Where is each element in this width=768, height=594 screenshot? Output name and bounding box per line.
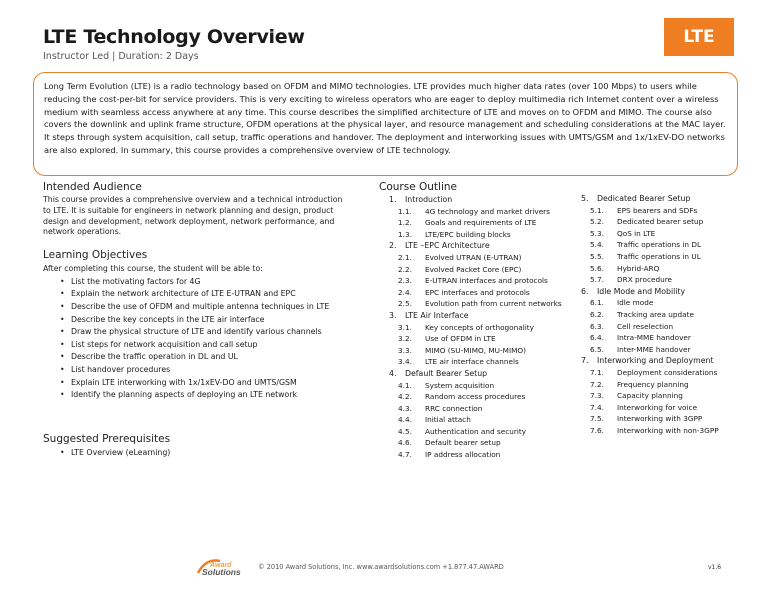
topic-number: 1.3. xyxy=(398,229,412,239)
topic-number: 7.2. xyxy=(590,379,604,389)
outline-module xyxy=(571,193,751,205)
outline-topic xyxy=(379,229,559,241)
outline-topic xyxy=(379,380,559,392)
prereq-list xyxy=(43,447,343,460)
topic-number: 3.2. xyxy=(398,334,412,344)
topic-number: 6.4. xyxy=(590,333,604,343)
topic-number: 6.1. xyxy=(590,298,604,308)
topic-title: Traffic operations in UL xyxy=(617,251,701,261)
outline-topic xyxy=(571,263,751,275)
topic-number: 4.7. xyxy=(398,450,412,460)
outline-topic xyxy=(379,426,559,438)
lte-badge: LTE xyxy=(664,18,734,56)
outline-topic xyxy=(571,309,751,321)
outline-topic xyxy=(379,252,559,264)
outline-topic xyxy=(379,356,559,368)
module-title: Introduction xyxy=(405,195,453,204)
svg-text:Award: Award xyxy=(210,562,232,569)
topic-number: 3.3. xyxy=(398,345,412,355)
topic-number: 1.2. xyxy=(398,218,412,228)
outline-topic xyxy=(571,379,751,391)
objective-item: • Describe the use of OFDM and multiple antenna techniques in LTE xyxy=(43,301,353,314)
topic-number: 5.1. xyxy=(590,205,604,215)
objective-item: • Describe the traffic operation in DL and UL xyxy=(43,351,353,364)
outline-topic xyxy=(571,332,751,344)
topic-title: Interworking with 3GPP xyxy=(617,414,703,424)
topic-number: 4.5. xyxy=(398,426,412,436)
topic-title: E-UTRAN interfaces and protocols xyxy=(425,276,548,286)
outline-topic xyxy=(379,403,559,415)
objective-item: • Draw the physical structure of LTE and identify various channels xyxy=(43,326,353,339)
topic-title: Default bearer setup xyxy=(425,438,501,448)
topic-title: Capacity planning xyxy=(617,391,683,401)
topic-title: System acquisition xyxy=(425,380,495,390)
topic-title: Random access procedures xyxy=(425,392,526,402)
topic-title: Traffic operations in DL xyxy=(617,240,702,250)
outline-topic xyxy=(379,414,559,426)
module-number: 7. xyxy=(581,356,589,366)
topic-number: 5.3. xyxy=(590,228,604,238)
topic-title: LTE/EPC building blocks xyxy=(425,229,511,239)
prereq-item: • LTE Overview (eLearning) xyxy=(43,447,343,460)
topic-number: 1.1. xyxy=(398,206,412,216)
module-title: Dedicated Bearer Setup xyxy=(597,194,691,203)
outline-topic xyxy=(571,251,751,263)
topic-number: 5.6. xyxy=(590,263,604,273)
module-title: Interworking and Deployment xyxy=(597,356,714,366)
outline-topic xyxy=(571,425,751,437)
outline-module xyxy=(379,310,559,322)
topic-title: Idle mode xyxy=(617,298,654,308)
topic-title: Evolved UTRAN (E-UTRAN) xyxy=(425,252,522,262)
outline-topic xyxy=(379,449,559,461)
topic-title: Tracking area update xyxy=(617,309,694,319)
outline-column-b xyxy=(571,193,751,436)
topic-number: 2.4. xyxy=(398,287,412,297)
topic-title: IP address allocation xyxy=(425,450,501,460)
topic-number: 3.1. xyxy=(398,322,412,332)
topic-number: 6.2. xyxy=(590,309,604,319)
outline-module xyxy=(571,355,751,367)
topic-number: 5.7. xyxy=(590,275,604,285)
topic-number: 5.2. xyxy=(590,217,604,227)
outline-topic xyxy=(571,390,751,402)
topic-title: Hybrid-ARQ xyxy=(617,263,660,273)
award-logo-mark xyxy=(196,556,252,576)
topic-title: Initial attach xyxy=(425,415,471,425)
topic-number: 2.2. xyxy=(398,264,412,274)
topic-title: Intra-MME handover xyxy=(617,333,691,343)
topic-title: EPS bearers and SDFs xyxy=(617,205,698,215)
topic-title: Goals and requirements of LTE xyxy=(425,218,537,228)
topic-title: Evolution path from current networks xyxy=(425,299,562,309)
topic-number: 4.3. xyxy=(398,403,412,413)
objective-item: • List handover procedures xyxy=(43,364,353,377)
outline-topic xyxy=(571,228,751,240)
module-number: 2. xyxy=(389,241,397,251)
topic-title: EPC interfaces and protocols xyxy=(425,287,530,297)
outline-topic xyxy=(379,298,562,310)
outline-topic xyxy=(379,206,559,218)
outline-list-b xyxy=(571,193,751,436)
outline-topic xyxy=(571,205,751,217)
topic-title: Interworking for voice xyxy=(617,402,698,412)
module-number: 4. xyxy=(389,368,397,378)
module-title: LTE –EPC Architecture xyxy=(405,241,490,251)
objective-item: • Explain LTE interworking with 1x/1xEV-DO and UMTS/GSM xyxy=(43,377,353,390)
topic-title: Key concepts of orthogonality xyxy=(425,322,534,332)
topic-title: MIMO (SU-MIMO, MU-MIMO) xyxy=(425,345,526,355)
topic-title: Interworking with non-3GPP xyxy=(617,425,719,435)
topic-number: 7.5. xyxy=(590,414,604,424)
topic-number: 5.4. xyxy=(590,240,604,250)
topic-title: Use of OFDM in LTE xyxy=(425,334,496,344)
outline-topic xyxy=(379,264,559,276)
topic-number: 4.6. xyxy=(398,438,412,448)
objectives-section xyxy=(43,249,353,402)
outline-module xyxy=(379,368,559,380)
topic-number: 2.1. xyxy=(398,252,412,262)
topic-title: Frequency planning xyxy=(617,379,689,389)
outline-list-a xyxy=(379,194,562,461)
outline-topic xyxy=(571,239,751,251)
module-number: 3. xyxy=(389,310,397,320)
topic-title: Evolved Packet Core (EPC) xyxy=(425,264,522,274)
version-label: v1.6 xyxy=(708,564,722,571)
topic-title: DRX procedure xyxy=(617,275,673,285)
outline-topic xyxy=(571,413,751,425)
topic-number: 7.3. xyxy=(590,391,604,401)
topic-title: Deployment considerations xyxy=(617,367,718,377)
objective-item: • Explain the network architecture of LTE E-UTRAN and EPC xyxy=(43,288,353,301)
outline-topic xyxy=(379,287,559,299)
topic-number: 4.1. xyxy=(398,380,412,390)
outline-topic xyxy=(379,437,559,449)
topic-number: 4.2. xyxy=(398,392,412,402)
award-logo xyxy=(196,556,252,576)
topic-title: Inter-MME handover xyxy=(617,344,691,354)
audience-text: This course provides a comprehensive overview and a technical introduction to LTE. It is suitable for engineers in network planning and design, product design and development, network deployment, network performance, and network operations. xyxy=(43,195,343,237)
module-number: 1. xyxy=(389,195,397,204)
outline-module xyxy=(379,240,559,252)
topic-title: Cell reselection xyxy=(617,321,674,331)
topic-number: 6.5. xyxy=(590,344,604,354)
topic-title: Authentication and security xyxy=(425,426,527,436)
summary-box xyxy=(33,72,738,176)
topic-title: QoS in LTE xyxy=(617,228,656,238)
page-title: LTE Technology Overview xyxy=(43,26,305,48)
objectives-heading: Learning Objectives xyxy=(43,249,148,261)
page-subtitle: Instructor Led | Duration: 2 Days xyxy=(43,51,199,62)
outline-topic xyxy=(571,344,751,356)
svg-text:Solutions: Solutions xyxy=(202,567,241,576)
copyright-text: © 2010 Award Solutions, Inc. www.awardsolutions.com +1.877.47.AWARD xyxy=(258,563,504,571)
outline-topic xyxy=(571,402,751,414)
topic-number: 2.3. xyxy=(398,276,412,286)
outline-topic xyxy=(571,297,751,309)
topic-number: 2.5. xyxy=(398,299,412,309)
topic-title: Dedicated bearer setup xyxy=(617,217,704,227)
outline-topic xyxy=(571,367,751,379)
outline-topic xyxy=(379,275,559,287)
outline-topic xyxy=(379,391,559,403)
outline-topic xyxy=(379,322,559,334)
topic-number: 7.4. xyxy=(590,402,604,412)
outline-column-a xyxy=(379,181,562,461)
topic-number: 7.6. xyxy=(590,425,604,435)
objective-item: • List the motivating factors for 4G xyxy=(43,276,353,289)
objectives-list xyxy=(43,276,353,402)
topic-number: 6.3. xyxy=(590,321,604,331)
audience-section xyxy=(43,181,343,238)
topic-title: RRC connection xyxy=(425,403,483,413)
topic-number: 7.1. xyxy=(590,367,604,377)
topic-number: 4.4. xyxy=(398,415,412,425)
prereq-heading: Suggested Prerequisites xyxy=(43,433,171,445)
outline-topic xyxy=(379,217,559,229)
topic-title: LTE air interface channels xyxy=(425,357,519,367)
prereq-section xyxy=(43,433,343,460)
outline-topic xyxy=(571,216,751,228)
objective-item: • Identify the planning aspects of deploying an LTE network xyxy=(43,389,353,402)
module-title: Idle Mode and Mobility xyxy=(597,286,686,296)
outline-module xyxy=(571,286,751,298)
summary-text: Long Term Evolution (LTE) is a radio technology based on OFDM and MIMO technologies. LTE provides much higher data rates (over 100 Mbps) to users while reducing the cost-per-bit for service providers. This is very exciting to wireless operators who are eager to deploy multimedia rich Internet content over a wireless medium with seamless access anywhere at any time. This course describes the simplified architecture of LTE and moves on to OFDM and MIMO. The course also covers the downlink and uplink frame structure, OFDM operations at the physical layer, and resource management and scheduling considerations at the MAC layer. It steps through system acquisition, call setup, traffic operations and handover. The deployment and interworking issues with UMTS/GSM and 1x/1xEV-DO networks are also explored. In summary, this course provides a comprehensive overview of LTE technology. xyxy=(44,81,726,155)
objectives-intro: After completing this course, the student will be able to: xyxy=(43,264,263,273)
outline-topic xyxy=(571,274,751,286)
module-title: LTE Air Interface xyxy=(405,310,469,320)
module-title: Default Bearer Setup xyxy=(405,368,488,378)
audience-heading: Intended Audience xyxy=(43,181,142,193)
outline-module xyxy=(379,194,559,206)
objective-item: • Describe the key concepts in the LTE air interface xyxy=(43,314,353,327)
outline-topic xyxy=(379,345,559,357)
module-number: 5. xyxy=(581,194,589,203)
module-number: 6. xyxy=(581,286,589,296)
outline-heading: Course Outline xyxy=(379,181,457,193)
topic-number: 3.4. xyxy=(398,357,412,367)
topic-title: 4G technology and market drivers xyxy=(425,206,550,216)
outline-topic xyxy=(379,333,559,345)
outline-topic xyxy=(571,321,751,333)
topic-number: 5.5. xyxy=(590,251,604,261)
objective-item: • List steps for network acquisition and call setup xyxy=(43,339,353,352)
